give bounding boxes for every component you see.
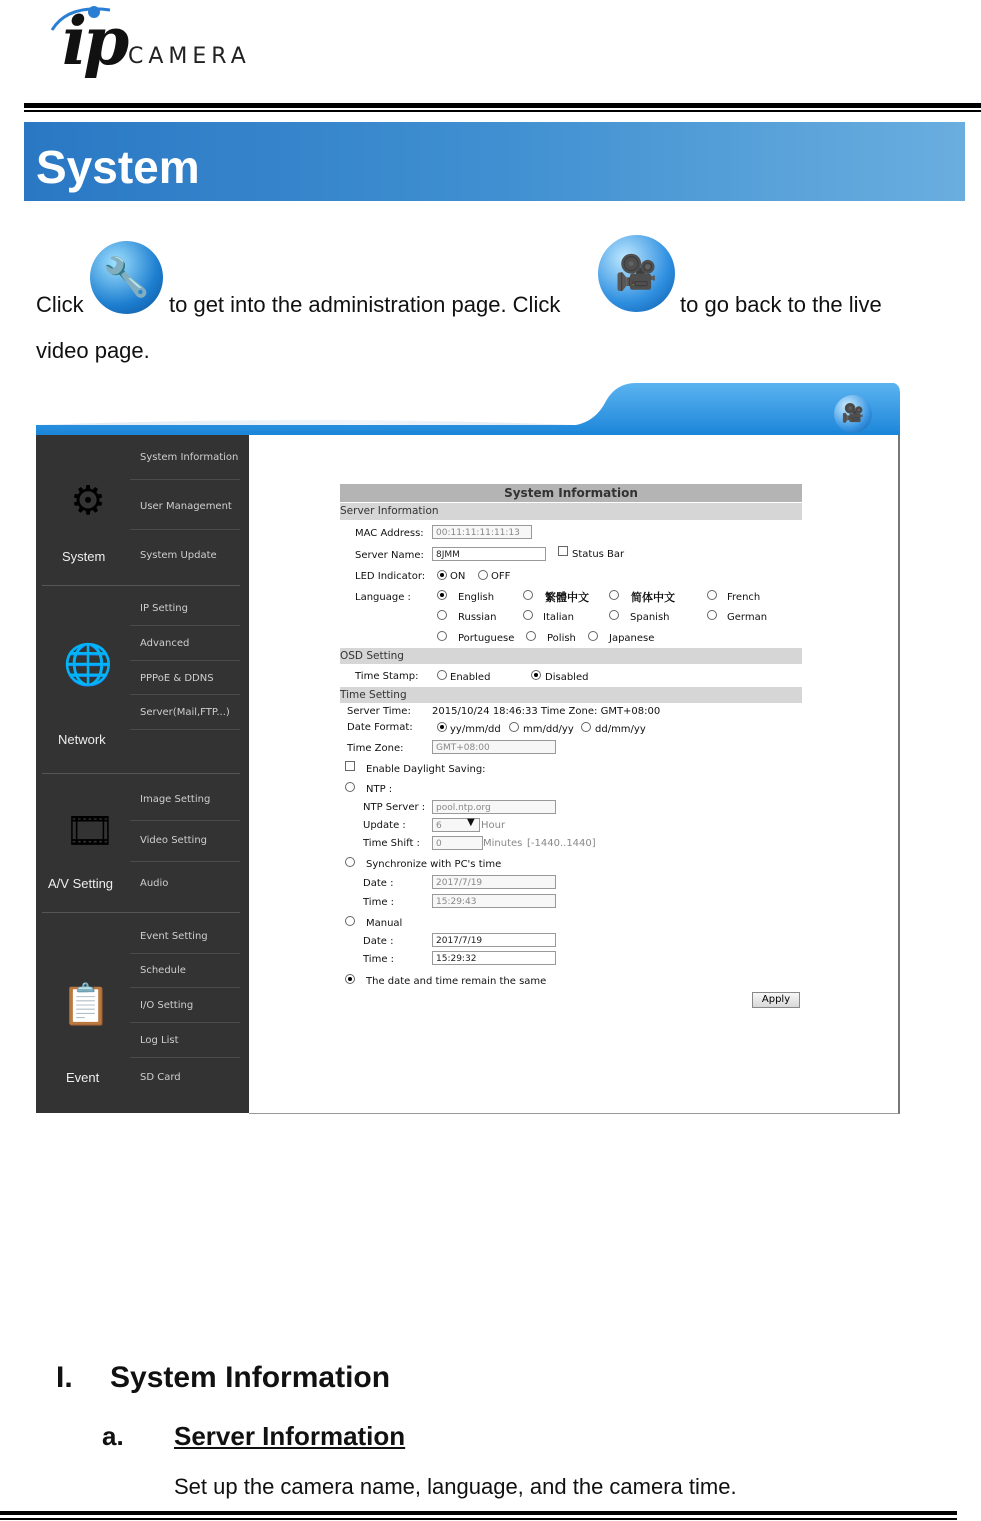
sidebar-item-image-setting[interactable]: Image Setting: [140, 794, 211, 805]
daylight-saving-checkbox[interactable]: [345, 761, 355, 771]
subsection-number: a.: [102, 1421, 124, 1451]
language-radio-simplified-chinese[interactable]: [609, 590, 619, 600]
intro-mid: to get into the administration page. Click: [169, 292, 561, 317]
sidebar-divider: [130, 953, 240, 954]
chevron-down-icon[interactable]: ▼: [467, 817, 475, 828]
time-stamp-label: Time Stamp:: [355, 671, 419, 682]
sidebar-group-av-setting[interactable]: A/V Setting: [48, 876, 114, 891]
sidebar-item-sd-card[interactable]: SD Card: [140, 1072, 181, 1083]
wrench-icon: 🔧: [90, 241, 163, 314]
stamp-enabled-label: Enabled: [450, 672, 491, 683]
language-radio-german[interactable]: [707, 610, 717, 620]
admin-sidebar: [36, 435, 249, 1113]
led-indicator-label: LED Indicator:: [355, 571, 426, 582]
date-format-label: Date Format:: [347, 722, 413, 733]
intro-click-1: Click: [36, 292, 84, 317]
sidebar-divider: [130, 660, 240, 661]
minutes-label: Minutes: [483, 838, 523, 849]
server-time-value: 2015/10/24 18:46:33 Time Zone: GMT+08:00: [432, 706, 661, 717]
daylight-saving-label: Enable Daylight Saving:: [366, 764, 486, 775]
camera-icon: 🎥: [598, 235, 675, 312]
admin-screenshot: [36, 381, 900, 1113]
format-ddmmyy-radio[interactable]: [581, 722, 591, 732]
sidebar-group-event[interactable]: Event: [66, 1070, 100, 1085]
manual-date-input[interactable]: 2017/7/19: [432, 933, 556, 947]
footer-rule-thin: [0, 1518, 957, 1520]
sidebar-divider: [130, 1022, 240, 1023]
sync-date-label: Date :: [363, 878, 394, 889]
form-title: System Information: [340, 484, 802, 502]
time-zone-field[interactable]: GMT+08:00: [432, 740, 556, 754]
language-russian: Russian: [458, 612, 497, 623]
sidebar-item-system-information[interactable]: System Information: [140, 452, 239, 463]
sidebar-divider: [130, 479, 240, 480]
intro-end: to go back to the live: [680, 292, 882, 317]
language-radio-traditional-chinese[interactable]: [523, 590, 533, 600]
mac-address-field: 00:11:11:11:11:13: [432, 525, 532, 539]
section-banner: [24, 122, 965, 201]
manual-date-label: Date :: [363, 936, 394, 947]
sync-time-field: 15:29:43: [432, 894, 556, 908]
language-radio-spanish[interactable]: [609, 610, 619, 620]
logo-ip-text: ip: [62, 2, 126, 80]
server-information-header: Server Information: [340, 503, 802, 520]
gears-icon: ⚙: [70, 478, 106, 524]
format-yymmdd-label: yy/mm/dd: [450, 724, 501, 735]
sidebar-item-pppoe-ddns[interactable]: PPPoE & DDNS: [140, 673, 214, 684]
sync-date-field: 2017/7/19: [432, 875, 556, 889]
language-radio-french[interactable]: [707, 590, 717, 600]
hour-label: Hour: [481, 820, 506, 831]
sidebar-item-server[interactable]: Server(Mail,FTP...): [140, 707, 230, 718]
language-french: French: [727, 592, 761, 603]
ntp-label: NTP :: [366, 784, 393, 795]
screenshot-header: [36, 381, 900, 435]
section-number: I.: [56, 1361, 73, 1394]
manual-radio[interactable]: [345, 916, 355, 926]
sidebar-divider: [130, 625, 240, 626]
sidebar-divider: [130, 861, 240, 862]
footer-rule: [0, 1511, 957, 1515]
sync-time-label: Time :: [363, 897, 395, 908]
sidebar-group-separator: [42, 773, 240, 774]
language-radio-japanese[interactable]: [588, 631, 598, 641]
language-spanish: Spanish: [630, 612, 670, 623]
update-select[interactable]: 6: [432, 818, 480, 832]
led-off-label: OFF: [491, 571, 511, 582]
mac-label: MAC Address:: [355, 528, 424, 539]
format-mmddyy-label: mm/dd/yy: [523, 724, 574, 735]
language-radio-english[interactable]: [437, 590, 447, 600]
format-ddmmyy-label: dd/mm/yy: [595, 724, 646, 735]
intro-line2: video page.: [36, 338, 150, 363]
sidebar-group-system[interactable]: System: [62, 549, 106, 564]
logo-camera-text: CAMERA: [128, 44, 251, 69]
keep-time-label: The date and time remain the same: [366, 976, 547, 987]
sidebar-item-ip-setting[interactable]: IP Setting: [140, 603, 188, 614]
sidebar-item-advanced[interactable]: Advanced: [140, 638, 190, 649]
language-japanese: Japanese: [609, 633, 655, 644]
osd-setting-header: OSD Setting: [340, 648, 802, 664]
sidebar-divider: [130, 987, 240, 988]
sidebar-divider: [130, 529, 240, 530]
sync-pc-radio[interactable]: [345, 857, 355, 867]
stamp-enabled-radio[interactable]: [437, 670, 447, 680]
language-traditional-chinese: 繁體中文: [545, 591, 589, 604]
header-rule: [24, 103, 981, 108]
language-simplified-chinese: 简体中文: [631, 591, 675, 604]
sidebar-item-io-setting[interactable]: I/O Setting: [140, 1000, 194, 1011]
sidebar-divider: [130, 820, 240, 821]
led-on-label: ON: [450, 571, 466, 582]
sidebar-divider: [130, 694, 240, 695]
language-radio-polish[interactable]: [526, 631, 536, 641]
header-rule-thin: [24, 110, 981, 112]
manual-label: Manual: [366, 918, 403, 929]
live-video-camera-icon[interactable]: 🎥: [834, 395, 872, 433]
sidebar-group-network[interactable]: Network: [58, 732, 106, 747]
status-bar-label: Status Bar: [572, 549, 625, 560]
banner-title: System: [36, 141, 200, 193]
language-label: Language :: [355, 592, 411, 603]
language-radio-portuguese[interactable]: [437, 631, 447, 641]
ntp-server-input[interactable]: pool.ntp.org: [432, 800, 556, 814]
language-radio-russian[interactable]: [437, 610, 447, 620]
time-zone-label: Time Zone:: [347, 743, 404, 754]
stamp-disabled-label: Disabled: [545, 672, 589, 683]
time-shift-range: [-1440..1440]: [527, 838, 596, 849]
sidebar-item-log-list[interactable]: Log List: [140, 1035, 179, 1046]
format-mmddyy-radio[interactable]: [509, 722, 519, 732]
server-name-input[interactable]: 8JMM: [432, 547, 546, 561]
sidebar-item-audio[interactable]: Audio: [140, 878, 169, 889]
language-english: English: [458, 592, 495, 603]
time-shift-input[interactable]: 0: [432, 836, 483, 850]
sidebar-item-system-update[interactable]: System Update: [140, 550, 217, 561]
language-polish: Polish: [547, 633, 576, 644]
sidebar-item-video-setting[interactable]: Video Setting: [140, 835, 208, 846]
time-shift-label: Time Shift :: [363, 838, 420, 849]
language-radio-italian[interactable]: [523, 610, 533, 620]
sidebar-divider: [130, 1057, 240, 1058]
document-icon: 📋: [61, 982, 111, 1028]
server-name-label: Server Name:: [355, 550, 424, 561]
sync-pc-label: Synchronize with PC's time: [366, 859, 502, 870]
language-german: German: [727, 612, 768, 623]
section-title: System Information: [110, 1361, 391, 1394]
subsection-description: Set up the camera name, language, and the camera time.: [174, 1474, 737, 1499]
led-on-radio[interactable]: [437, 570, 447, 580]
manual-time-label: Time :: [363, 954, 395, 965]
system-information-form: [249, 435, 900, 1114]
ntp-server-label: NTP Server :: [363, 802, 426, 813]
language-portuguese: Portuguese: [458, 633, 515, 644]
film-speaker-icon: 🎞: [64, 808, 116, 854]
sidebar-item-user-management[interactable]: User Management: [140, 501, 232, 512]
sidebar-group-separator: [42, 912, 240, 913]
sidebar-divider: [130, 729, 240, 730]
apply-button[interactable]: Apply: [752, 992, 800, 1008]
sidebar-item-schedule[interactable]: Schedule: [140, 965, 186, 976]
sidebar-group-separator: [42, 585, 240, 586]
manual-time-input[interactable]: 15:29:32: [432, 951, 556, 965]
sidebar-item-event-setting[interactable]: Event Setting: [140, 931, 208, 942]
subsection-title: Server Information: [174, 1421, 406, 1451]
server-time-label: Server Time:: [347, 706, 411, 717]
update-label: Update :: [363, 820, 406, 831]
ntp-radio[interactable]: [345, 782, 355, 792]
time-setting-header: Time Setting: [340, 687, 802, 703]
keep-time-radio[interactable]: [345, 974, 355, 984]
globe-icon: 🌐: [63, 642, 113, 688]
format-yymmdd-radio[interactable]: [437, 722, 447, 732]
led-off-radio[interactable]: [478, 570, 488, 580]
status-bar-checkbox[interactable]: [558, 546, 568, 556]
stamp-disabled-radio[interactable]: [531, 670, 541, 680]
language-italian: Italian: [543, 612, 575, 623]
ip-camera-logo: [40, 0, 310, 95]
